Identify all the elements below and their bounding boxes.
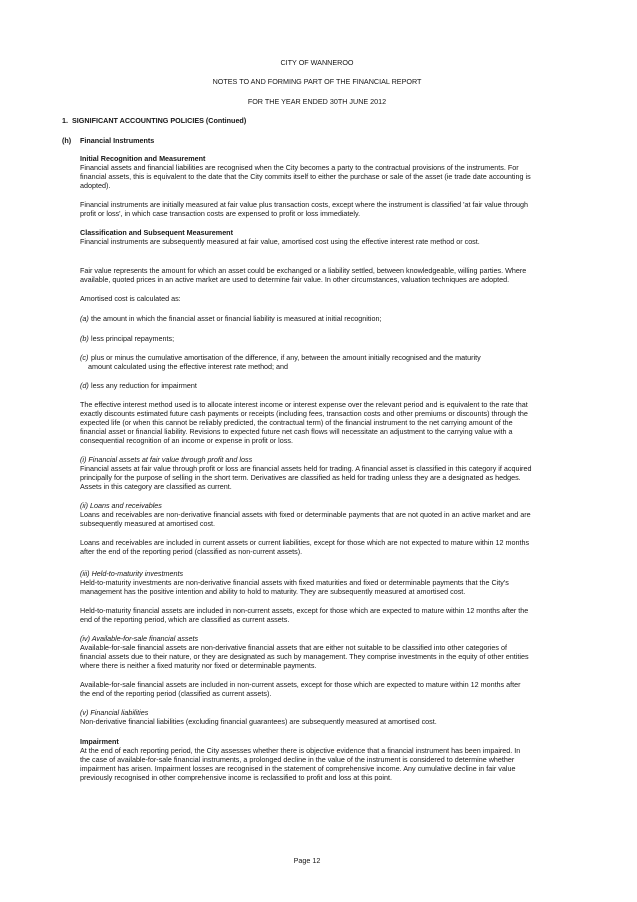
list-item-text: less any reduction for impairment	[91, 381, 197, 390]
list-item	[80, 314, 580, 323]
category-block	[80, 455, 580, 491]
list-item-line	[80, 314, 580, 323]
paragraph	[80, 680, 580, 698]
subheading: Impairment	[80, 737, 119, 746]
category-heading: (v) Financial liabilities	[80, 708, 149, 717]
paragraph-line: Fair value represents the amount for which an asset could be exchanged or a liability settled, between knowledgeable, willing parties. Where	[80, 266, 527, 275]
paragraph-line: profit or loss', in which case transaction costs are expensed to profit or loss immediately.	[80, 209, 361, 218]
notes-body	[80, 154, 580, 782]
paragraph	[80, 606, 580, 624]
list-item-text: plus or minus the cumulative amortisation of the difference, if any, between the amount initially recognised and the maturity	[91, 353, 481, 362]
paragraph-line: Loans and receivables are included in current assets or current liabilities, except for those which are not expected to mature within 12 months	[80, 538, 530, 547]
paragraph-line: the end of the reporting period (classified as current assets).	[80, 689, 272, 698]
category-block	[80, 569, 580, 596]
paragraph-line: Financial instruments are initially measured at fair value plus transaction costs, except where the instrument is classified 'at fair value through	[80, 200, 529, 209]
paragraph-line: Financial assets and financial liabilities are recognised when the City becomes a party to the contractual provisions of the instruments. For	[80, 163, 519, 172]
paragraph	[80, 538, 580, 556]
paragraph-line: principally for the purpose of selling in the short term. Derivatives are classified as held for trading unless they are a designated as hedges.	[80, 473, 521, 482]
paragraph-line: after the end of the reporting period (classified as non-current assets).	[80, 547, 303, 556]
section-number: 1.	[62, 116, 68, 125]
list-item	[80, 353, 580, 371]
list-item-line	[80, 381, 580, 390]
list-item-line	[80, 353, 580, 362]
list-item-text: less principal repayments;	[91, 334, 175, 343]
section-title: SIGNIFICANT ACCOUNTING POLICIES (Continued)	[72, 116, 247, 125]
paragraph-line: subsequently measured at amortised cost.	[80, 519, 216, 528]
paragraph-line: management has the positive intention and ability to hold to maturity. They are subsequently measured at amortised cost.	[80, 587, 466, 596]
paragraph-line: Loans and receivables are non-derivative financial assets with fixed or determinable payments that are not quoted in an active market and are	[80, 510, 531, 519]
category-heading: (iv) Available-for-sale financial assets	[80, 634, 199, 643]
report-title: NOTES TO AND FORMING PART OF THE FINANCIAL REPORT	[212, 77, 422, 86]
paragraph-line: Assets in this category are classified as current.	[80, 482, 232, 491]
list-item-label: (b)	[80, 334, 89, 343]
paragraph-line: At the end of each reporting period, the City assesses whether there is objective evidence that a financial instrument has been impaired. In	[80, 746, 521, 755]
report-period: FOR THE YEAR ENDED 30TH JUNE 2012	[247, 97, 387, 106]
list-item-line	[80, 334, 580, 343]
list-item-line: amount calculated using the effective interest rate method; and	[88, 362, 289, 371]
paragraph-line: consequential recognition of an income or expense in profit or loss.	[80, 436, 293, 445]
paragraph	[80, 294, 580, 303]
paragraph-line: exactly discounts estimated future cash payments or receipts (including fees, transaction costs and other premiums or discounts) through the	[80, 409, 528, 418]
category-heading: (ii) Loans and receivables	[80, 501, 162, 510]
list-item-label: (c)	[80, 353, 89, 362]
paragraph	[80, 266, 580, 284]
category-block	[80, 634, 580, 670]
paragraph-line: end of the reporting period, which are classified as current assets.	[80, 615, 290, 624]
subheading: Initial Recognition and Measurement	[80, 154, 206, 163]
subheading: Classification and Subsequent Measurement	[80, 228, 233, 237]
list-item-label: (a)	[80, 314, 89, 323]
paragraph-line: The effective interest method used is to allocate interest income or interest expense over the relevant period and is equivalent to the rate that	[80, 400, 528, 409]
paragraph	[80, 200, 580, 218]
paragraph	[80, 400, 580, 445]
subsection-title: Financial Instruments	[80, 136, 155, 145]
paragraph-line: available, quoted prices in an active market are used to determine fair value. In other circumstances, valuation techniques are adopted.	[80, 275, 510, 284]
paragraph-line: financial assets due to their nature, or they are designated as such by management. They comprise investments in the equity of other entities	[80, 652, 529, 661]
list-item-label: (d)	[80, 381, 89, 390]
category-heading: (iii) Held-to-maturity investments	[80, 569, 184, 578]
paragraph-line: Held-to-maturity investments are non-derivative financial assets with fixed maturities and fixed or determinable payments that the City's	[80, 578, 509, 587]
category-heading: (i) Financial assets at fair value through profit and loss	[80, 455, 253, 464]
category-block	[80, 708, 580, 726]
paragraph-line: financial asset or financial liability. Revisions to expected future net cash flows will necessitate an adjustment to the carrying value with a	[80, 427, 513, 436]
paragraph-line: Available-for-sale financial assets are included in non-current assets, except for those which are expected to mature within 12 months after	[80, 680, 521, 689]
list-item	[80, 334, 580, 343]
initial-recognition-block	[80, 154, 580, 190]
paragraph-line: Financial assets at fair value through profit or loss are financial assets held for trading. A financial asset is classified in this category if acquired	[80, 464, 532, 473]
subsection-label: (h)	[62, 136, 72, 145]
paragraph-line: expected life (or when this cannot be reliably predicted, the contractual term) of the financial instrument to the net carrying amount of the	[80, 418, 513, 427]
classification-block	[80, 228, 580, 246]
paragraph-line: Held-to-maturity financial assets are included in non-current assets, except for those which are expected to mature within 12 months after the	[80, 606, 529, 615]
paragraph-line: Non-derivative financial liabilities (excluding financial guarantees) are subsequently measured at amortised cost.	[80, 717, 437, 726]
list-item-text: the amount in which the financial asset or financial liability is measured at initial recognition;	[91, 314, 382, 323]
list-item	[80, 381, 580, 390]
paragraph-line: previously recognised in other comprehensive income is reclassified to profit and loss at this point.	[80, 773, 393, 782]
paragraph-line: the case of available-for-sale financial instruments, a prolonged decline in the value of the instrument is considered to determine whether	[80, 755, 515, 764]
page-number: Page 12	[293, 856, 321, 865]
paragraph-line: where there is neither a fixed maturity nor fixed or determinable payments.	[80, 661, 317, 670]
category-block	[80, 501, 580, 528]
paragraph-line: Available-for-sale financial assets are non-derivative financial assets that are either not suitable to be classified into other categories of	[80, 643, 507, 652]
paragraph-line: financial assets, this is equivalent to the date that the City commits itself to either the purchase or sale of the asset (ie trade date accounting is	[80, 172, 531, 181]
organisation-name: CITY OF WANNEROO	[280, 58, 354, 67]
impairment-block	[80, 737, 580, 782]
paragraph-line: Financial instruments are subsequently measured at fair value, amortised cost using the effective interest rate method or cost.	[80, 237, 480, 246]
paragraph-line: Amortised cost is calculated as:	[80, 294, 181, 303]
paragraph-line: impairment has arisen. Impairment losses are recognised in the statement of comprehensive income. Any cumulative decline in fair value	[80, 764, 516, 773]
paragraph-line: adopted).	[80, 181, 111, 190]
